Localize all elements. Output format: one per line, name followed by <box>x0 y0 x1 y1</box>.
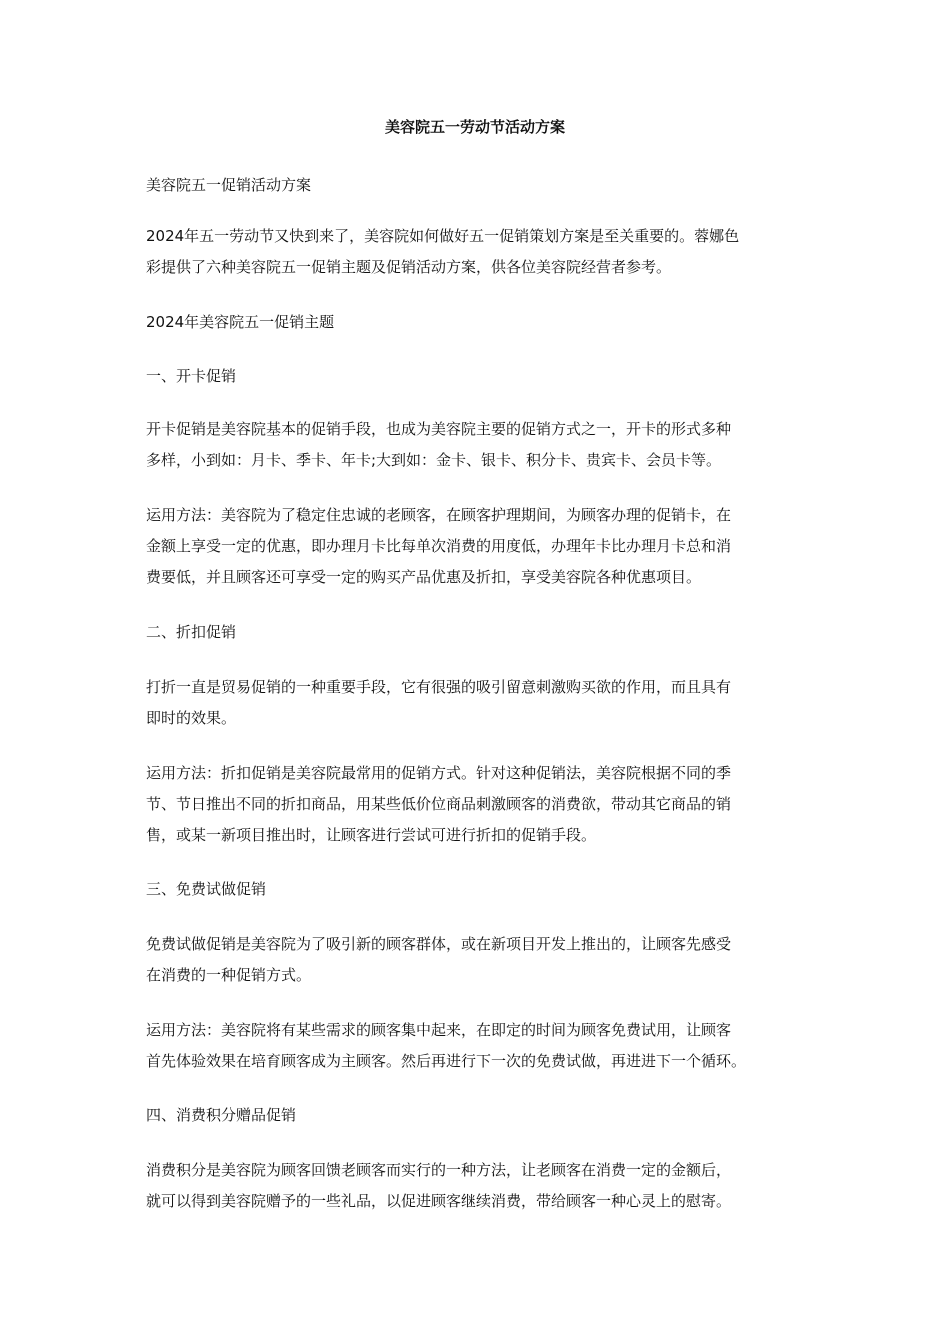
paragraph-line: 即时的效果。 <box>146 709 237 727</box>
section-heading: 三、免费试做促销 <box>146 880 267 898</box>
section-heading: 二、折扣促销 <box>146 623 237 641</box>
paragraph-line: 节、节日推出不同的折扣商品，用某些低价位商品刺激顾客的消费欲，带动其它商品的销 <box>146 795 732 813</box>
paragraph-line: 费要低，并且顾客还可享受一定的购买产品优惠及折扣，享受美容院各种优惠项目。 <box>146 568 702 586</box>
paragraph-line: 首先体验效果在培育顾客成为主顾客。然后再进行下一次的免费试做，再进进下一个循环。 <box>146 1052 747 1070</box>
paragraph-line: 打折一直是贸易促销的一种重要手段，它有很强的吸引留意刺激购买欲的作用，而且具有 <box>146 678 732 696</box>
intro-line: 彩提供了六种美容院五一促销主题及促销活动方案，供各位美容院经营者参考。 <box>146 258 672 276</box>
paragraph-line: 在消费的一种促销方式。 <box>146 966 312 984</box>
section-heading: 一、开卡促销 <box>146 367 237 385</box>
paragraph-line: 运用方法：美容院为了稳定住忠诚的老顾客，在顾客护理期间，为顾客办理的促销卡，在 <box>146 506 732 524</box>
paragraph-line: 运用方法：折扣促销是美容院最常用的促销方式。针对这种促销法，美容院根据不同的季 <box>146 764 732 782</box>
paragraph-line: 多样，小到如：月卡、季卡、年卡;大到如：金卡、银卡、积分卡、贵宾卡、会员卡等。 <box>146 451 722 469</box>
paragraph-line: 就可以得到美容院赠予的一些礼品，以促进顾客继续消费，带给顾客一种心灵上的慰寄。 <box>146 1192 732 1210</box>
document-title: 美容院五一劳动节活动方案 <box>384 118 565 136</box>
paragraph-line: 运用方法：美容院将有某些需求的顾客集中起来，在即定的时间为顾客免费试用，让顾客 <box>146 1021 732 1039</box>
intro-line: 2024年五一劳动节又快到来了，美容院如何做好五一促销策划方案是至关重要的。蓉娜色 <box>146 227 740 245</box>
paragraph-line: 售，或某一新项目推出时，让顾客进行尝试可进行折扣的促销手段。 <box>146 826 597 844</box>
paragraph-line: 免费试做促销是美容院为了吸引新的顾客群体，或在新项目开发上推出的，让顾客先感受 <box>146 935 732 953</box>
paragraph-line: 金额上享受一定的优惠，即办理月卡比每单次消费的用度低，办理年卡比办理月卡总和消 <box>146 537 732 555</box>
paragraph-line: 开卡促销是美容院基本的促销手段，也成为美容院主要的促销方式之一，开卡的形式多种 <box>146 420 732 438</box>
paragraph-line: 消费积分是美容院为顾客回馈老顾客而实行的一种方法，让老顾客在消费一定的金额后， <box>146 1161 732 1179</box>
themes-heading: 2024年美容院五一促销主题 <box>146 313 335 331</box>
subtitle: 美容院五一促销活动方案 <box>146 176 312 194</box>
section-heading: 四、消费积分赠品促销 <box>146 1106 297 1124</box>
